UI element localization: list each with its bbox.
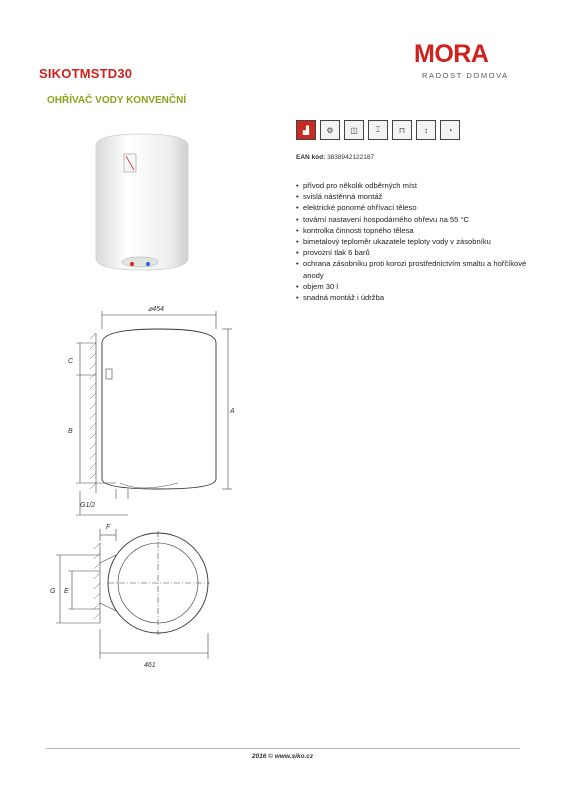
wall-mount-icon: ⊓ (392, 120, 412, 140)
footer-text: 2016 © www.siko.cz (251, 753, 314, 760)
dim-g12: G1/2 (80, 502, 96, 509)
product-category: OHŘÍVAČ VODY KONVENČNÍ (47, 95, 187, 106)
technical-drawing (50, 293, 260, 693)
list-item: • ochrana zásobníku proti korozi prostřednictvím smaltu a hořčíkové anody (296, 258, 536, 280)
ean-label: EAN kód: (296, 154, 326, 161)
ean-code (296, 154, 374, 161)
dim-461: 461 (144, 662, 156, 669)
list-item: • tovární nastavení hospodárného ohřevu na 55 °C (296, 214, 536, 225)
vertical-install-icon: ↕ (416, 120, 436, 140)
feature-icons-row (296, 120, 460, 142)
list-item: • přívod pro několik odběrných míst (296, 180, 536, 191)
list-item: • objem 30 l (296, 281, 536, 292)
tank-icon: ◫ (344, 120, 364, 140)
list-item: • snadná montáž i údržba (296, 292, 536, 303)
list-item: • kontrolka činnosti topného tělesa (296, 225, 536, 236)
element-icon: ⚙ (320, 120, 340, 140)
feature-list (296, 180, 536, 303)
dim-g: G (50, 588, 56, 595)
heating-element-icon: ▟ (296, 120, 316, 140)
thermostat-icon: ◔ (440, 120, 460, 140)
list-item: • svislá nástěnná montáž (296, 191, 536, 202)
logo-text: MORA (414, 40, 489, 68)
mora-logo (412, 40, 524, 84)
water-heater-image (94, 132, 190, 274)
dim-b: B (68, 428, 73, 435)
ean-value: 3838942122187 (327, 154, 375, 161)
product-model-title: SIKOTMSTD30 (39, 66, 133, 81)
dim-f: F (106, 524, 111, 531)
dim-diameter: ⌀454 (148, 306, 164, 313)
list-item: • provozní tlak 6 barů (296, 247, 536, 258)
dim-c: C (68, 358, 74, 365)
list-item: • bimetalový teploměr ukazatele teploty vody v zásobníku (296, 236, 536, 247)
dim-a: A (230, 408, 235, 415)
temperature-icon: ⌶ (368, 120, 388, 140)
dim-e: E (64, 588, 69, 595)
list-item: • elektrické ponorné ohřívací těleso (296, 202, 536, 213)
footer-divider (45, 748, 520, 749)
logo-tagline: RADOST DOMOVA (422, 71, 509, 80)
